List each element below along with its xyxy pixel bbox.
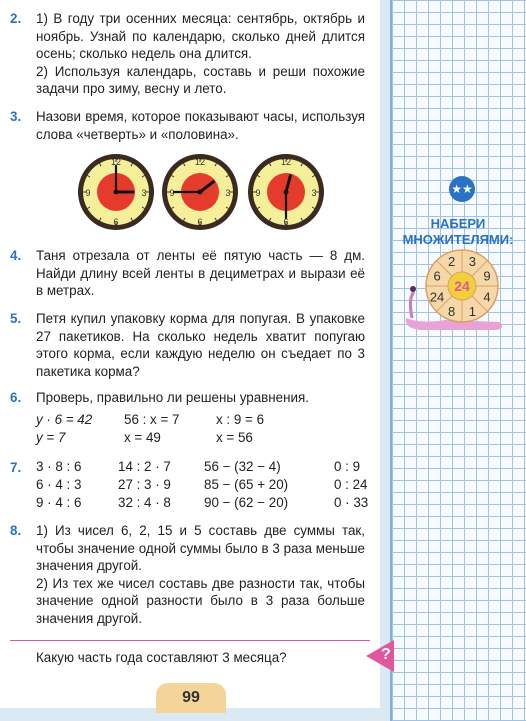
star-badge-icon: ★★ — [449, 176, 475, 202]
shell-number: 8 — [448, 303, 456, 319]
task-number: 7. — [10, 460, 22, 475]
grid-panel — [390, 0, 526, 721]
divider — [10, 640, 370, 641]
equation: 56 : x = 7 — [124, 412, 180, 427]
clock-numeral: 3 — [141, 188, 147, 198]
task-number: 8. — [10, 523, 22, 538]
shell-number: 24 — [429, 289, 445, 305]
equation: y · 6 = 42 — [36, 412, 93, 427]
equation: y = 7 — [36, 430, 66, 445]
clock-numeral: 6 — [283, 217, 289, 227]
task-text: 2) Из тех же чисел составь две разности так, чтобы значение одной разности было в 3 раза больше значения другой. — [36, 575, 365, 626]
task-text: 2) Используя календарь, составь и реши похожие задачи про зиму, весну и лето. — [36, 63, 365, 96]
clock-pivot — [114, 190, 119, 195]
clock-numeral: 12 — [194, 157, 206, 167]
task-text: Таня отрезала от ленты её пятую часть — 8 дм. Найди длину всей ленты в дециметрах и вырази её в метрах. — [36, 248, 365, 298]
expression: 32 : 4 · 8 — [118, 495, 171, 510]
clock-numeral: 9 — [85, 188, 91, 198]
shell-number: 2 — [448, 254, 456, 270]
clock-numeral: 9 — [169, 188, 175, 198]
task-3 — [10, 108, 365, 143]
expression: 0 : 24 — [334, 477, 368, 492]
shell-number: 3 — [468, 254, 476, 270]
snail-puzzle — [400, 248, 510, 338]
expression: 0 · 33 — [334, 495, 369, 510]
expression: 14 : 2 · 7 — [118, 459, 171, 474]
clock-1 — [76, 152, 156, 232]
snail-neck — [410, 292, 414, 318]
question-mark-label: ? — [381, 646, 391, 663]
clock-numeral: 3 — [225, 188, 231, 198]
expression: 9 · 4 : 6 — [36, 495, 82, 510]
task-number: 6. — [10, 390, 22, 405]
task-6 — [10, 389, 365, 407]
question-text: Какую часть года составляют 3 месяца? — [36, 650, 287, 665]
task-text: Назови время, которое показывают часы, используя слова «четверть» и «половина». — [36, 109, 365, 142]
task-number: 5. — [10, 311, 22, 326]
side-title — [390, 216, 526, 248]
task-text: Проверь, правильно ли решены уравнения. — [36, 390, 309, 405]
expression: 6 · 4 : 3 — [36, 477, 82, 492]
task-5 — [10, 310, 365, 380]
clock-numeral: 6 — [197, 217, 203, 227]
task-number: 3. — [10, 109, 22, 124]
clock-numeral: 12 — [280, 157, 292, 167]
side-title-line: МНОЖИТЕЛЯМИ: — [402, 232, 514, 247]
expression: 27 : 3 · 9 — [118, 477, 171, 492]
task-4 — [10, 247, 365, 300]
expression: 0 : 9 — [334, 459, 361, 474]
shell-number: 4 — [483, 289, 491, 305]
clock-numeral: 6 — [113, 217, 119, 227]
clock-numeral: 9 — [255, 188, 261, 198]
task-text: 1) Из чисел 6, 2, 15 и 5 составь две суммы так, чтобы значение одной суммы было в 3 раза меньше значения другой. — [36, 523, 365, 573]
task-text: Петя купил упаковку корма для попугая. В упаковке 27 пакетиков. На сколько недель хватит попугаю этого корма, если каждую неделю он съедает по 3 пакетика корма? — [36, 311, 365, 379]
clock-pivot — [198, 190, 203, 195]
expression: 90 − (62 − 20) — [204, 495, 289, 510]
clock-pivot — [284, 190, 289, 195]
equation: x = 56 — [216, 430, 253, 445]
clock-numeral: 3 — [311, 188, 317, 198]
task-2 — [10, 10, 365, 98]
shell-center-number: 24 — [454, 278, 470, 294]
shell-number: 9 — [483, 268, 491, 284]
clock-2 — [160, 152, 240, 232]
page-number: 99 — [156, 683, 226, 713]
task-number: 4. — [10, 248, 22, 263]
expression: 3 · 8 : 6 — [36, 459, 82, 474]
expression: 85 − (65 + 20) — [204, 477, 289, 492]
equation: x : 9 = 6 — [216, 412, 265, 427]
task-text: 1) В году три осенних месяца: сентябрь, октябрь и ноябрь. Узнай по календарю, сколько дней длится осень; сколько недель она длится. — [36, 11, 365, 61]
side-title-line: НАБЕРИ — [430, 216, 486, 231]
expression: 56 − (32 − 4) — [204, 459, 281, 474]
equation: x = 49 — [124, 430, 161, 445]
snail-eye — [410, 286, 416, 292]
shell-number: 6 — [433, 268, 441, 284]
clock-numeral: 12 — [110, 157, 122, 167]
task-number: 2. — [10, 11, 22, 26]
shell-number: 1 — [468, 303, 476, 319]
task-8 — [10, 522, 365, 627]
clock-3 — [246, 152, 326, 232]
